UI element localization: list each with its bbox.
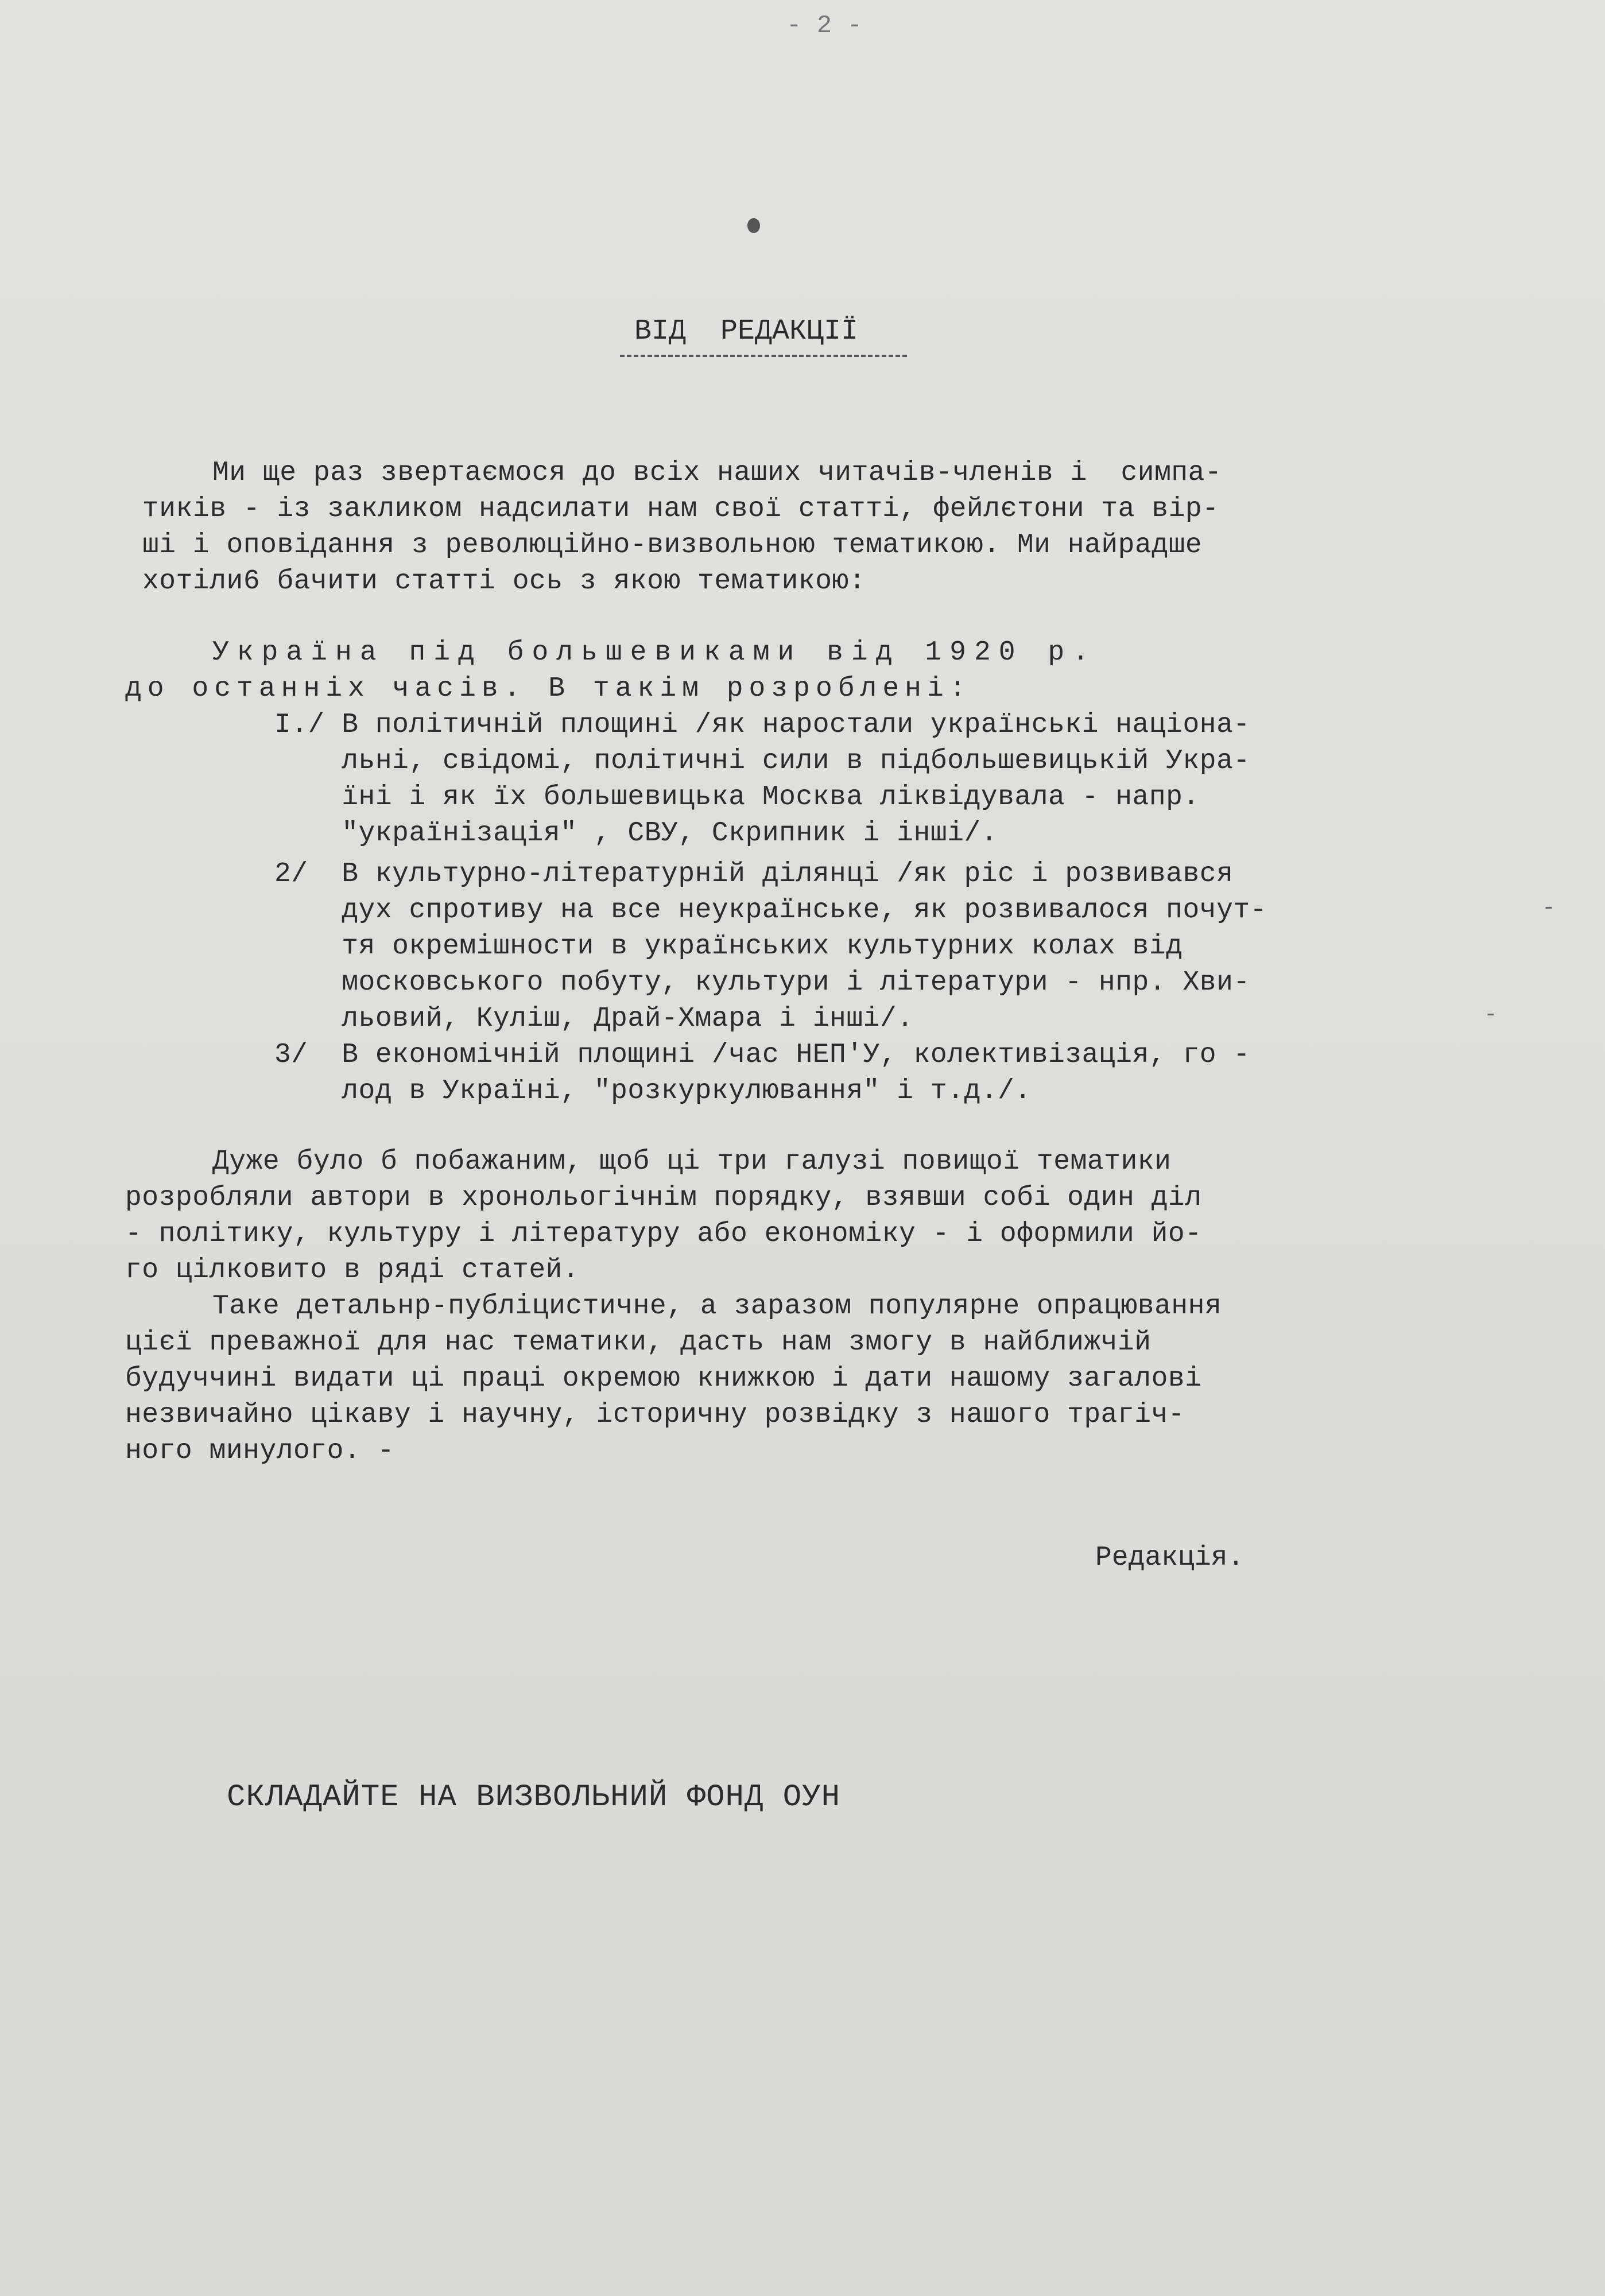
body-line: розробляли автори в хронольогічнім порядку, взявши собі один діл xyxy=(125,1182,1202,1213)
margin-mark: - xyxy=(1542,895,1556,921)
body-line: Ми ще раз звертаємося до всіх наших читачів-членів і симпа- xyxy=(212,457,1222,488)
body-line: ші і оповідання з революційно-визвольною тематикою. Ми найрадше xyxy=(142,530,1203,561)
body-line: тиків - із закликом надсилати нам свої статті, фейлєтони та вір- xyxy=(142,494,1219,525)
body-line: Дуже було б побажаним, щоб ці три галузі повищої тематики xyxy=(212,1146,1172,1177)
body-line: го цілковито в ряді статей. xyxy=(125,1255,580,1286)
list-item: 3/ В економічній площині /час НЕП'У, колективізація, го - xyxy=(274,1040,1250,1071)
list-item: I./ В політичній площині /як наростали українські націона- xyxy=(274,709,1250,740)
list-item: льовий, Куліш, Драй-Хмара і інші/. xyxy=(274,1003,914,1034)
list-item: тя окремішности в українських культурних колах від xyxy=(274,931,1183,962)
margin-mark: - xyxy=(1484,1002,1498,1028)
list-item: московського побуту, культури і літератури - нпр. Хви- xyxy=(274,967,1250,998)
section-heading: до останніх часів. В такім розроблені: xyxy=(125,673,972,704)
list-item: "українізація" , СВУ, Скрипник і інші/. xyxy=(274,818,998,849)
body-line: незвичайно цікаву і научну, історичну розвідку з нашого трагіч- xyxy=(125,1399,1185,1430)
section-heading: Україна під большевиками від 1920 р. xyxy=(212,637,1097,668)
list-item: лод в Україні, "розкуркулювання" і т.д./. xyxy=(274,1076,1032,1107)
signature: Редакція. xyxy=(1095,1542,1245,1573)
body-line: хотіли6 бачити статті ось з якою тематикою: xyxy=(142,566,866,597)
body-line: Таке детальнр-публіцистичне, а заразом популярне опрацювання xyxy=(212,1291,1222,1322)
body-line: - політику, культуру і літературу або економіку - і оформили йо- xyxy=(125,1219,1202,1250)
body-line: будуччині видати ці праці окремою книжкою і дати нашому загалові xyxy=(125,1363,1202,1394)
list-item: льні, свідомі, політичні сили в підбольшевицькій Укра- xyxy=(274,746,1250,777)
body-line: ного минулого. - xyxy=(125,1436,394,1467)
title-underline xyxy=(620,355,907,357)
page-number-mark: - 2 - xyxy=(786,11,863,40)
list-item: їні і як їх большевицька Москва ліквідувала - напр. xyxy=(274,782,1200,813)
body-line: цієї преважної для нас тематики, дасть нам змогу в найближчій xyxy=(125,1327,1152,1358)
footer-slogan: СКЛАДАЙТЕ НА ВИЗВОЛЬНИЙ ФОНД ОУН xyxy=(227,1780,840,1815)
list-item: дух спротиву на все неукраїнське, як розвивалося почут- xyxy=(274,895,1267,926)
page-title: ВІД РЕДАКЦІЇ xyxy=(634,315,859,348)
list-item: 2/ В культурно-літературній ділянці /як ріс і розвивався xyxy=(274,859,1234,890)
ink-dot xyxy=(747,218,760,233)
